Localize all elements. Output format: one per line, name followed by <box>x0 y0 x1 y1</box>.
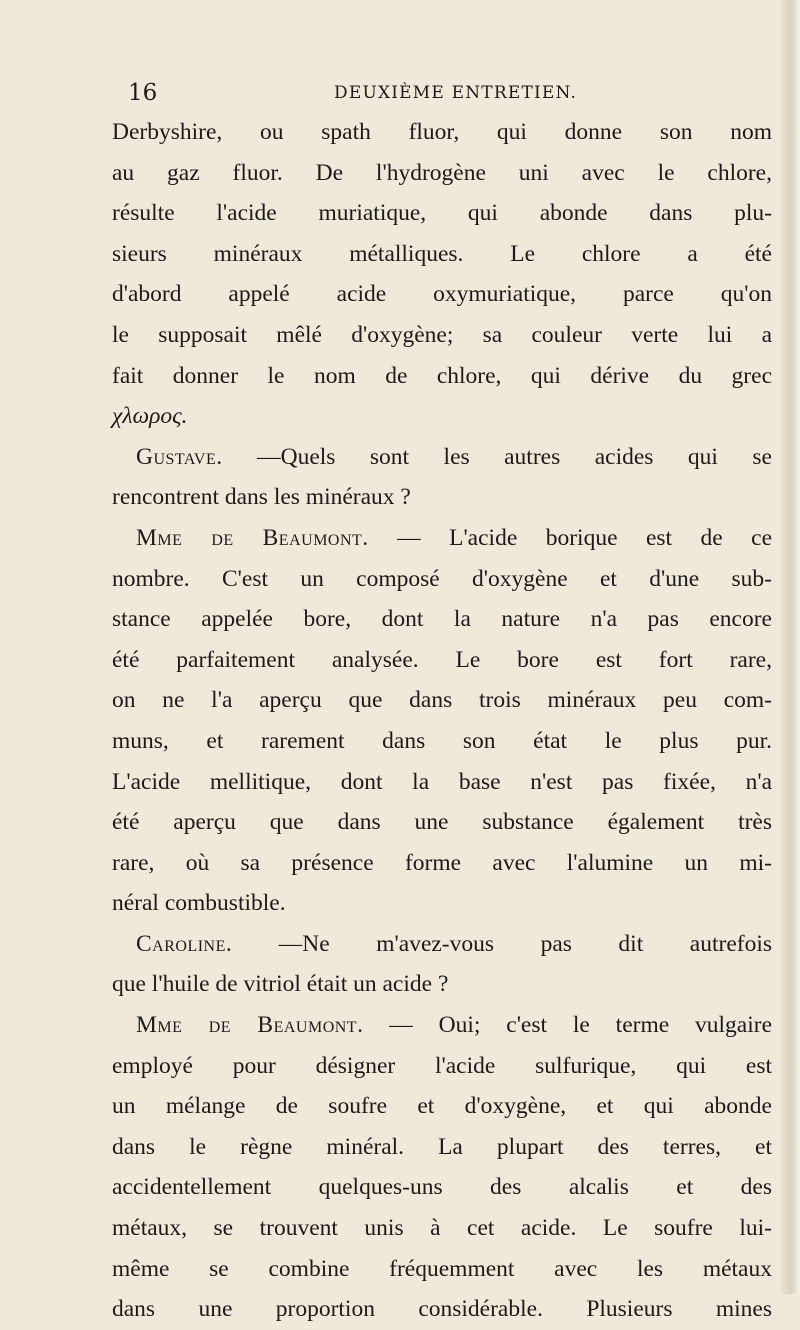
text-line: L'acide mellitique, dont la base n'est pas fixée, n'a <box>112 768 772 795</box>
page-header <box>128 76 778 116</box>
text-line: on ne l'a aperçu que dans trois minéraux peu com- <box>112 687 772 714</box>
text-line: que l'huile de vitriol était un acide ? <box>112 971 449 998</box>
text-line: rencontrent dans les minéraux ? <box>112 484 411 511</box>
text-line: au gaz fluor. De l'hydrogène uni avec le chlore, <box>112 159 772 186</box>
text-line: sieurs minéraux métalliques. Le chlore a été <box>112 240 772 267</box>
text-line: d'abord appelé acide oxymuriatique, parce qu'on <box>112 281 772 308</box>
speech-text: — L'acide borique est de ce <box>368 524 773 551</box>
body-text <box>112 112 772 1330</box>
text-line: fait donner le nom de chlore, qui dérive du grec <box>112 362 772 389</box>
running-title: DEUXIÈME ENTRETIEN. <box>334 83 578 103</box>
speaker-name: Caroline. <box>136 930 233 957</box>
dialogue-line <box>112 437 772 478</box>
speech-text: —Ne m'avez-vous pas dit autrefois <box>232 930 772 957</box>
speaker-name: Gustave. <box>136 443 223 470</box>
text-line: accidentellement quelques-uns des alcalis et des <box>112 1174 772 1201</box>
text-line: rare, où sa présence forme avec l'alumine un mi- <box>112 849 772 876</box>
text-line-greek: χλωρος. <box>112 403 188 430</box>
text-line: nombre. C'est un composé d'oxygène et d'une sub- <box>112 565 772 592</box>
speaker-name: Mme de Beaumont. <box>136 1012 364 1039</box>
speaker-name: Mme de Beaumont. <box>136 524 369 551</box>
dialogue-line <box>112 1005 772 1046</box>
text-line: métaux, se trouvent unis à cet acide. Le soufre lui- <box>112 1215 772 1242</box>
text-line: dans le règne minéral. La plupart des terres, et <box>112 1133 772 1160</box>
dialogue-line <box>112 518 772 559</box>
text-line: stance appelée bore, dont la nature n'a pas encore <box>112 606 772 633</box>
text-line: muns, et rarement dans son état le plus pur. <box>112 727 772 754</box>
speech-text: —Quels sont les autres acides qui se <box>222 443 772 470</box>
text-line: été aperçu que dans une substance également très <box>112 809 772 836</box>
text-line: employé pour désigner l'acide sulfurique, qui est <box>112 1052 772 1079</box>
text-line: néral combustible. <box>112 890 286 917</box>
page-number: 16 <box>128 80 158 106</box>
page-edge-shadow <box>780 0 800 1294</box>
text-line: été parfaitement analysée. Le bore est fort rare, <box>112 646 772 673</box>
text-line: résulte l'acide muriatique, qui abonde dans plu- <box>112 200 772 227</box>
speech-text: — Oui; c'est le terme vulgaire <box>363 1012 773 1039</box>
text-line: dans une proportion considérable. Plusieurs mines <box>112 1296 772 1323</box>
text-line: le supposait mêlé d'oxygène; sa couleur verte lui a <box>112 321 772 348</box>
dialogue-line <box>112 924 772 965</box>
text-line: même se combine fréquemment avec les métaux <box>112 1255 772 1282</box>
text-line: Derbyshire, ou spath fluor, qui donne son nom <box>112 119 772 145</box>
text-line: un mélange de soufre et d'oxygène, et qui abonde <box>112 1093 772 1120</box>
